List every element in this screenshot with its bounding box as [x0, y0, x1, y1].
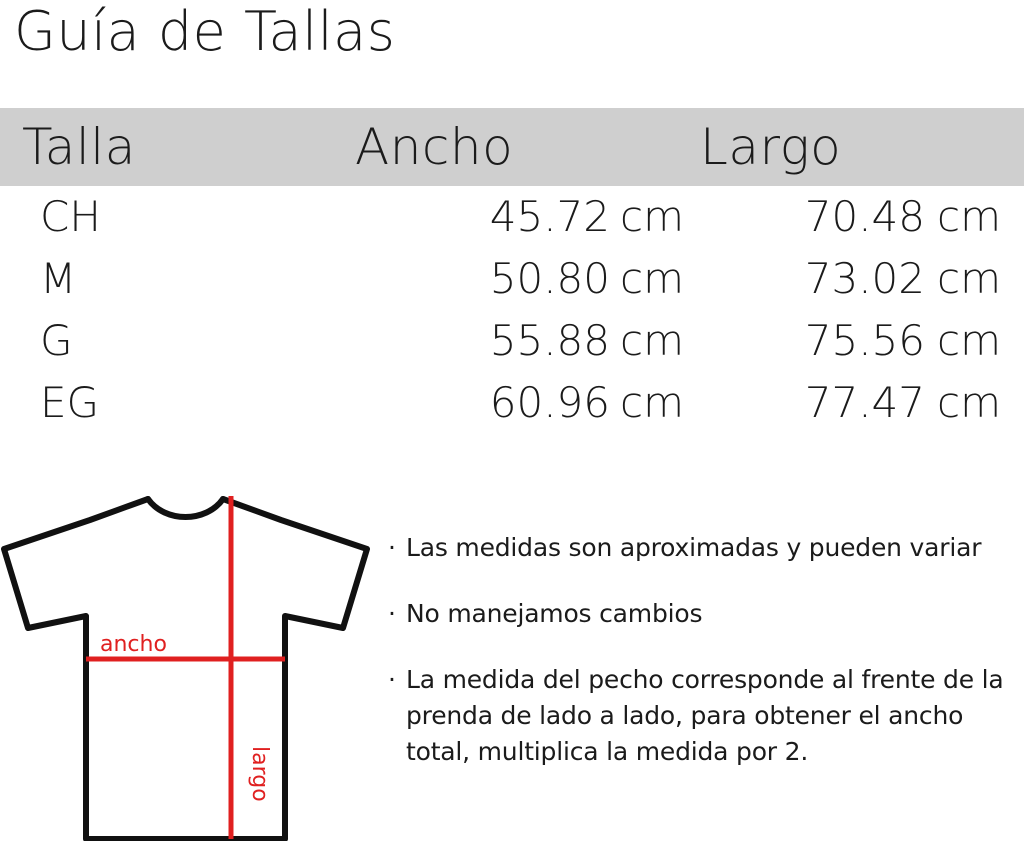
cell-length-unit: cm	[937, 254, 1002, 303]
table-row	[0, 372, 1024, 434]
bullet-icon: ·	[388, 665, 396, 694]
column-header-length: Largo	[700, 118, 842, 176]
notes-list	[388, 530, 1024, 770]
size-table	[0, 108, 1024, 434]
cell-size: CH	[40, 192, 101, 241]
note-text: No manejamos cambios	[406, 599, 703, 628]
note-text: Las medidas son aproximadas y pueden variar	[406, 533, 982, 562]
tshirt-outline-icon	[4, 499, 367, 839]
note-item	[388, 662, 1024, 770]
cell-width-unit: cm	[620, 254, 685, 303]
cell-size: M	[40, 254, 77, 303]
label-ancho: ancho	[100, 632, 167, 657]
cell-width: 50.80	[489, 254, 610, 303]
note-text: La medida del pecho corresponde al frente de la prenda de lado a lado, para obtener el ancho total, multiplica la medida por 2.	[406, 665, 1004, 766]
cell-width-unit: cm	[620, 378, 685, 427]
page-title: Guía de Tallas	[14, 0, 396, 63]
label-largo: largo	[247, 746, 272, 802]
bullet-icon: ·	[388, 533, 396, 562]
cell-length: 73.02	[804, 254, 925, 303]
cell-length-unit: cm	[937, 316, 1002, 365]
cell-width-unit: cm	[620, 316, 685, 365]
cell-length: 77.47	[804, 378, 925, 427]
table-header-row	[0, 108, 1024, 186]
note-item	[388, 596, 1024, 632]
cell-width-unit: cm	[620, 192, 685, 241]
column-header-size: Talla	[22, 118, 136, 176]
cell-length-unit: cm	[937, 378, 1002, 427]
table-row	[0, 186, 1024, 248]
table-row	[0, 310, 1024, 372]
bullet-icon: ·	[388, 599, 396, 628]
cell-width: 55.88	[489, 316, 610, 365]
cell-size: EG	[40, 378, 100, 427]
cell-width: 45.72	[489, 192, 610, 241]
tshirt-diagram	[0, 476, 380, 841]
cell-length: 70.48	[804, 192, 925, 241]
cell-size: G	[40, 316, 73, 365]
note-item	[388, 530, 1024, 566]
table-row	[0, 248, 1024, 310]
cell-width: 60.96	[489, 378, 610, 427]
column-header-width: Ancho	[355, 118, 514, 176]
cell-length: 75.56	[804, 316, 925, 365]
cell-length-unit: cm	[937, 192, 1002, 241]
